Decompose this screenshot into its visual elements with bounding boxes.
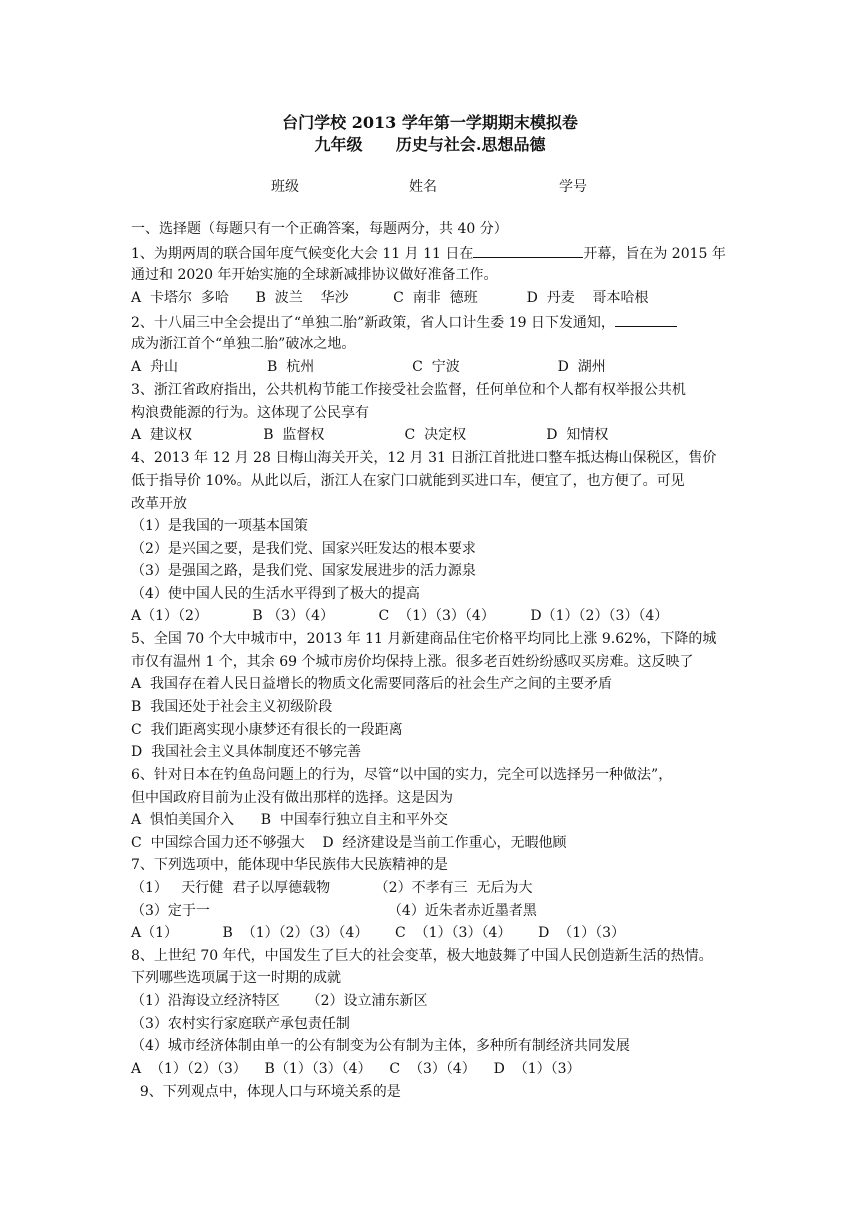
options-line: A 建议权 B 监督权 C 决定权 D 知情权: [131, 427, 609, 443]
question-line: 6、针对日本在钓鱼岛问题上的行为，尽管“以中国的实力，完全可以选择另一种做法”，: [131, 767, 673, 783]
exam-subtitle: 九年级 历史与社会.思想品德: [314, 135, 546, 154]
question-text: 开幕，旨在为 2015 年: [583, 246, 726, 262]
statement-line: （1）是我国的一项基本国策: [131, 518, 308, 534]
options-line: C 中国综合国力还不够强大 D 经济建设是当前工作重心，无暇他顾: [131, 835, 567, 851]
question-line: 3、浙江省政府指出，公共机构节能工作接受社会监督，任何单位和个人都有权举报公共机: [131, 382, 686, 398]
options-line: A 舟山 B 杭州 C 宁波 D 湖州: [131, 359, 606, 375]
name-label: 姓名: [409, 179, 437, 195]
options-line: A（1）（2） B （3）（4） C （1）（3）（4） D（1）（2）（3）（4）: [131, 608, 669, 624]
question-line: 改革开放: [131, 496, 187, 512]
answer-blank: [615, 311, 677, 327]
answer-blank: [473, 242, 583, 258]
options-line: A （1）（2）（3） B（1）（3）（4） C （3）（4） D （1）（3）: [131, 1061, 581, 1077]
question-line: 9、下列观点中，体现人口与环境关系的是: [131, 1084, 401, 1100]
statement-line: （1） 天行健 君子以厚德载物 （2）不孝有三 无后为大: [131, 880, 533, 896]
exam-title: 台门学校 2013 学年第一学期期末模拟卷: [282, 113, 578, 132]
question-line: 市仅有温州 1 个，其余 69 个城市房价均保持上涨。很多老百姓纷纷感叹买房难。这反映了: [131, 654, 694, 670]
options-line: A（1） B （1）（2）（3）（4） C （1）（3）（4） D （1）（3）: [131, 925, 626, 941]
options-line: A 惧怕美国介入 B 中国奉行独立自主和平外交: [131, 812, 448, 828]
options-line: A 卡塔尔 多哈 B 波兰 华沙 C 南非 德班 D 丹麦 哥本哈根: [131, 290, 649, 306]
question-line: [131, 242, 726, 264]
question-line: [131, 311, 677, 333]
question-line: 通过和 2020 年开始实施的全球新减排协议做好准备工作。: [131, 267, 498, 283]
section-heading: 一、选择题（每题只有一个正确答案，每题两分，共 40 分）: [131, 221, 508, 237]
question-line: 7、下列选项中，能体现中华民族伟大民族精神的是: [131, 857, 448, 873]
statement-line: （3）定于一 （4）近朱者赤近墨者黑: [131, 903, 537, 919]
statement-line: （1）沿海设立经济特区 （2）设立浦东新区: [131, 993, 428, 1009]
question-line: 8、上世纪 70 年代，中国发生了巨大的社会变革，极大地鼓舞了中国人民创造新生活的热情。: [131, 948, 713, 964]
question-line: 5、全国 70 个大中城市中，2013 年 11 月新建商品住宅价格平均同比上涨 9.62%，下降的城: [131, 631, 717, 647]
class-label: 班级: [271, 179, 299, 195]
student-id-label: 学号: [559, 179, 587, 195]
question-line: 构浪费能源的行为。这体现了公民享有: [131, 405, 369, 421]
question-text: 2、十八届三中全会提出了“单独二胎”新政策，省人口计生委 19 日下发通知，: [131, 315, 615, 331]
statement-line: （2）是兴国之要，是我们党、国家兴旺发达的根本要求: [131, 541, 476, 557]
statement-line: （4）城市经济体制由单一的公有制变为公有制为主体，多种所有制经济共同发展: [131, 1038, 630, 1054]
question-line: 下列哪些选项属于这一时期的成就: [131, 970, 341, 986]
question-line: 成为浙江首个“单独二胎”破冰之地。: [131, 336, 356, 352]
statement-line: （3）是强国之路，是我们党、国家发展进步的活力源泉: [131, 563, 476, 579]
statement-line: （3）农村实行家庭联产承包责任制: [131, 1016, 350, 1032]
question-text: 1、为期两周的联合国年度气候变化大会 11 月 11 日在: [131, 246, 474, 262]
question-line: 低于指导价 10%。从此以后，浙江人在家门口就能到买进口车，便宜了，也方便了。可见: [131, 473, 685, 489]
statement-line: （4）使中国人民的生活水平得到了极大的提高: [131, 586, 420, 602]
options-line: D 我国社会主义具体制度还不够完善: [131, 744, 362, 760]
options-line: B 我国还处于社会主义初级阶段: [131, 699, 333, 715]
question-line: 但中国政府目前为止没有做出那样的选择。这是因为: [131, 790, 453, 806]
options-line: C 我们距离实现小康梦还有很长的一段距离: [131, 722, 403, 738]
question-line: 4、2013 年 12 月 28 日梅山海关开关，12 月 31 日浙江首批进口整车抵达梅山保税区，售价: [131, 450, 717, 466]
options-line: A 我国存在着人民日益增长的物质文化需要同落后的社会生产之间的主要矛盾: [131, 676, 613, 692]
